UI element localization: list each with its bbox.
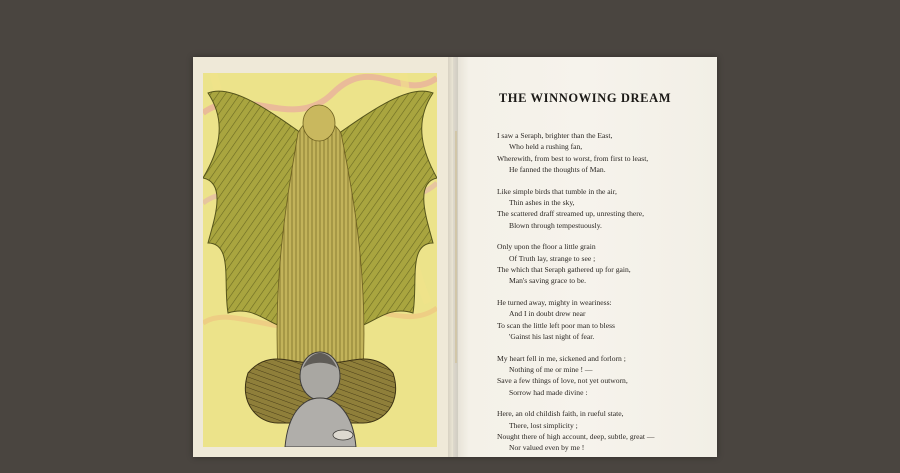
poem-line: Here, an old childish faith, in rueful state, (497, 409, 624, 419)
poem-line: Of Truth lay, strange to see ; (509, 253, 596, 263)
stanza (497, 186, 707, 232)
poem-line: Nothing of me or mine ! — (509, 364, 593, 374)
seraph-illustration (203, 73, 437, 447)
poem-line: Nor valued even by me ! (509, 443, 585, 453)
poem-line: There, lost simplicity ; (509, 420, 578, 430)
left-page (193, 57, 453, 457)
poem-line: To scan the little left poor man to bless (497, 320, 615, 330)
poem-body (497, 130, 707, 464)
poem-line: Blown through tempestuously. (509, 220, 602, 230)
open-book (193, 57, 717, 457)
stanza (497, 130, 707, 176)
poem-line: Man's saving grace to be. (509, 276, 587, 286)
poem-line: He fanned the thoughts of Man. (509, 165, 606, 175)
poem-line: And I in doubt drew near (509, 309, 586, 319)
poem-line: Thin ashes in the sky, (509, 198, 575, 208)
poem-line: Who held a rushing fan, (509, 142, 583, 152)
poem-line: Wherewith, from best to worst, from first to least, (497, 153, 649, 163)
binding-thread (455, 131, 457, 363)
poem-line: He turned away, mighty in weariness: (497, 297, 612, 307)
poem-line: The scattered draff streamed up, unresting there, (497, 209, 645, 219)
poem-line: 'Gainst his last night of fear. (509, 332, 595, 342)
poem-line: Sorrow had made divine : (509, 387, 588, 397)
poem-line: My heart fell in me, sickened and forlorn ; (497, 353, 626, 363)
poem-line: Like simple birds that tumble in the air, (497, 186, 617, 196)
stanza (497, 297, 707, 343)
stanza (497, 241, 707, 287)
stanza (497, 408, 707, 454)
poem-title: THE WINNOWING DREAM (498, 91, 672, 105)
poem-line: Save a few things of love, not yet outworn, (497, 376, 628, 386)
poem-line: Nought there of high account, deep, subtle, great — (497, 431, 655, 441)
poem-line: Only upon the floor a little grain (497, 242, 596, 252)
poem-line: I saw a Seraph, brighter than the East, (497, 131, 613, 140)
stanza (497, 353, 707, 399)
poem-line: The which that Seraph gathered up for gain, (497, 265, 631, 275)
